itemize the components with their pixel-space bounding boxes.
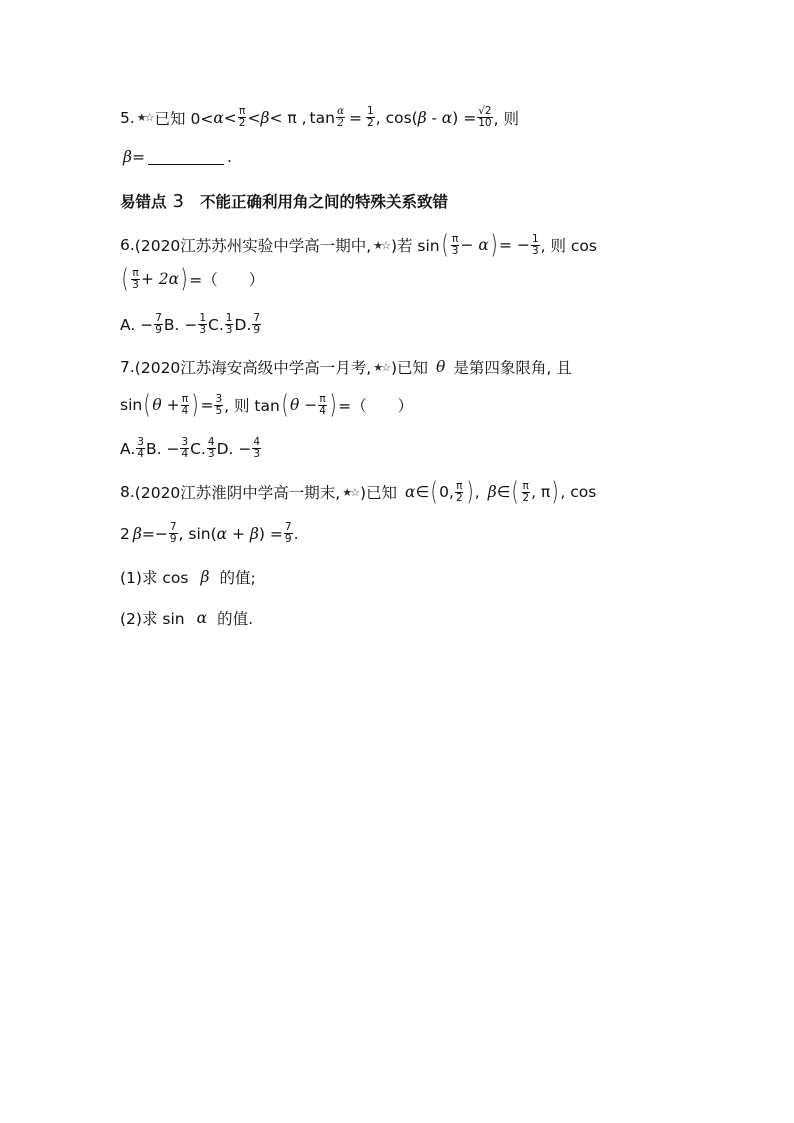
q7-line-1	[120, 356, 572, 378]
difficulty-star-icon: ★☆	[373, 360, 389, 374]
q7-theta-minus: θ −	[290, 396, 318, 414]
q8-in1: ∈	[415, 483, 429, 501]
q7-options	[120, 437, 262, 460]
paren-close: )	[551, 477, 559, 507]
paren-open: (	[430, 477, 438, 507]
q5-eq: =	[349, 108, 363, 127]
q6-option-a[interactable]: A. −	[120, 315, 154, 334]
q8-source: (2020江苏淮阴中学高一期末,	[134, 484, 341, 502]
q5-answer-blank[interactable]	[148, 149, 224, 165]
q6-number: 6.	[120, 236, 135, 254]
q6-then-cos: , 则 cos	[540, 237, 597, 255]
q5-lt: <	[223, 108, 237, 127]
q6-option-b[interactable]: B. −	[163, 315, 198, 334]
q8-part2	[120, 607, 253, 629]
q8-pi-half: $\frac{\pi}{2}$	[455, 479, 463, 504]
paren-open: (	[281, 390, 289, 420]
q8-two: 2	[120, 524, 130, 543]
q7-option-a-frac: $\frac{3}{4}$	[137, 436, 144, 460]
q5-tan: tan	[309, 108, 335, 127]
q8-line-1	[120, 479, 596, 505]
q7-pi-quarter: $\frac{\pi}{4}$	[181, 392, 189, 417]
q6-option-c[interactable]: C.	[208, 315, 224, 334]
difficulty-star-icon: ★☆	[136, 111, 153, 124]
q8-alpha-plus-beta: α + β	[216, 524, 259, 543]
q8-part1-end: 的值;	[219, 569, 256, 587]
q7-option-c[interactable]: C.	[190, 439, 206, 458]
q6-plus-2alpha: + 2α	[140, 270, 180, 288]
paren-open: (	[511, 477, 519, 507]
q7-three-fifths: $\frac{3}{5}$	[215, 392, 223, 417]
paren-close: )	[180, 264, 188, 294]
q6-one-third: $\frac{1}{3}$	[531, 232, 539, 257]
q6-source: (2020江苏苏州实验中学高一期中,	[134, 237, 372, 255]
q7-rest: 是第四象限角, 且	[453, 359, 572, 377]
q5-beta-minus-alpha: β - α	[417, 108, 453, 127]
q5-half: $\frac{1}{2}$	[367, 105, 374, 129]
q7-given: )已知	[390, 359, 429, 377]
q6-pi-third: $\frac{\pi}{3}$	[451, 232, 459, 257]
q6-options	[120, 313, 262, 336]
q8-beta2: β	[132, 524, 142, 543]
q8-part2-var: α	[196, 609, 208, 627]
q8-seven-ninths-2: $\frac{7}{9}$	[284, 521, 292, 545]
q7-theta-plus: θ +	[152, 396, 180, 414]
q6-line-1	[120, 232, 597, 258]
q8-line-2	[120, 522, 299, 545]
q7-source: (2020江苏海安高级中学高一月考,	[134, 359, 372, 377]
q8-beta: β	[487, 483, 497, 501]
q6-line-2	[120, 266, 264, 292]
q7-number: 7.	[120, 358, 135, 376]
heading-label: 易错点	[120, 192, 167, 211]
q6-eq: = −	[499, 236, 530, 254]
paren-close: )	[466, 477, 474, 507]
q8-part1-var: β	[200, 568, 210, 586]
q7-option-b-frac: $\frac{3}{4}$	[181, 436, 189, 460]
q5-answer-var: β	[123, 148, 132, 166]
q7-then-tan: , 则 tan	[224, 397, 280, 415]
q6-option-a-frac: $\frac{7}{9}$	[155, 312, 162, 336]
paren-close: )	[191, 390, 199, 420]
q7-theta: θ	[436, 358, 446, 376]
q7-option-b[interactable]: B. −	[145, 439, 180, 458]
q5-answer-end: .	[226, 148, 232, 166]
paren-open: (	[121, 264, 129, 294]
q5-line-2	[123, 148, 232, 166]
difficulty-star-icon: ★☆	[373, 238, 389, 252]
q5-sqrt-frac: $\frac{√2}{10}$	[478, 105, 492, 129]
q7-eq: =	[200, 396, 214, 414]
q8-pi-half-2: $\frac{\pi}{2}$	[522, 479, 530, 504]
q5-beta: β	[260, 108, 270, 127]
q6-option-d[interactable]: D.	[234, 315, 252, 334]
q8-given: )已知	[359, 484, 398, 502]
q8-part2-end: 的值.	[217, 610, 253, 628]
q5-lt3: < π ,	[269, 108, 307, 127]
q6-option-c-frac: $\frac{1}{3}$	[225, 312, 233, 336]
q8-pi: , π	[531, 483, 551, 501]
q5-number: 5.	[120, 108, 135, 127]
q8-in2: ∈	[496, 483, 511, 501]
q8-alpha: α	[405, 483, 416, 501]
q5-line-1	[120, 106, 519, 129]
q5-alpha: α	[213, 108, 224, 127]
q7-line-2	[120, 392, 413, 418]
q8-part1-text: (1)求 cos	[120, 569, 189, 587]
q8-seven-ninths: $\frac{7}{9}$	[169, 521, 177, 545]
q7-pi-quarter-2: $\frac{\pi}{4}$	[319, 392, 326, 417]
q6-option-d-frac: $\frac{7}{9}$	[253, 312, 261, 336]
q5-then: , 则	[493, 109, 519, 128]
q6-pi-third-2: $\frac{\pi}{3}$	[132, 266, 139, 291]
paren-close: )	[329, 390, 337, 420]
q8-part1	[120, 566, 256, 588]
q8-part2-text: (2)求 sin	[120, 610, 185, 628]
q5-close: ) =	[452, 108, 477, 127]
q7-option-d[interactable]: D. −	[216, 439, 252, 458]
paren-open: (	[143, 390, 151, 420]
heading-title: 不能正确利用角之间的特殊关系致错	[199, 192, 448, 211]
q7-option-c-frac: $\frac{4}{3}$	[207, 436, 215, 460]
q8-eq1: =−	[141, 524, 168, 543]
q7-option-a[interactable]: A.	[120, 439, 136, 458]
q8-zero: 0,	[439, 483, 454, 501]
q5-tan-frac: $\frac{\alpha}{2}$	[336, 105, 345, 129]
q5-cos: , cos(	[375, 108, 418, 127]
q8-sin: , sin(	[178, 524, 217, 543]
q7-answer-paren: =（ ）	[338, 397, 414, 415]
section-heading	[120, 190, 448, 212]
q8-dot: .	[293, 524, 299, 543]
q6-answer-paren: =（ ）	[189, 271, 265, 289]
q6-option-b-frac: $\frac{1}{3}$	[199, 312, 207, 336]
q5-pi-half: $\frac{\pi}{2}$	[238, 105, 246, 129]
q7-sin: sin	[120, 396, 143, 414]
heading-number: 3	[172, 190, 184, 212]
paren-open: (	[441, 230, 449, 260]
q7-option-d-frac: $\frac{4}{3}$	[253, 436, 261, 460]
q8-cos: , cos	[560, 483, 597, 501]
q5-lead: 已知 0<	[154, 109, 214, 128]
paren-close: )	[490, 230, 498, 260]
difficulty-star-icon: ★☆	[342, 485, 358, 499]
q8-number: 8.	[120, 483, 135, 501]
q6-minus-alpha: − α	[460, 236, 489, 254]
q8-eq2: ) =	[258, 524, 283, 543]
q8-comma: ,	[474, 483, 480, 501]
q6-sin: )若 sin	[390, 237, 440, 255]
q5-answer-eq: =	[131, 148, 145, 166]
q5-lt2: <	[247, 108, 261, 127]
